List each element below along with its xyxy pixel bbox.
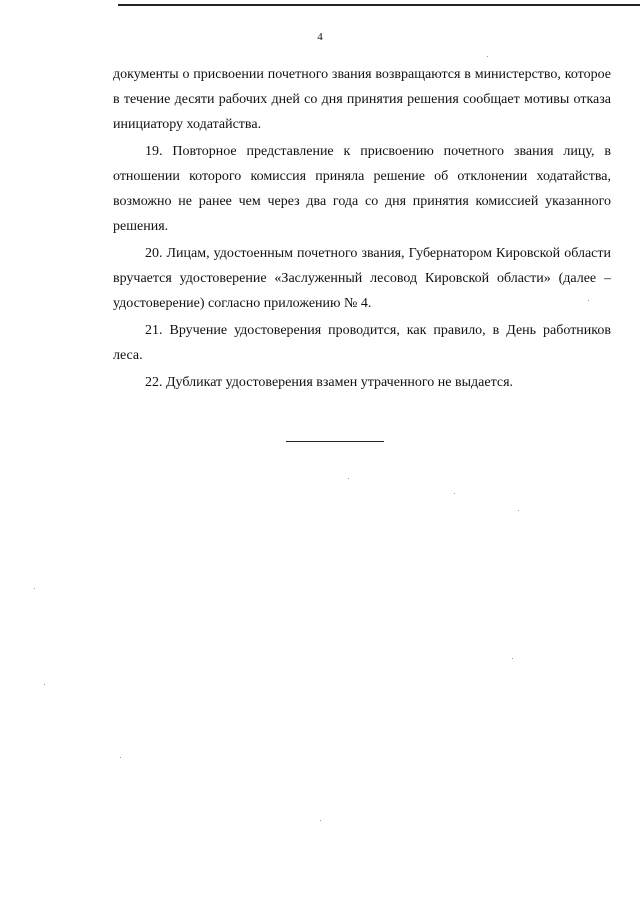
scan-speck (34, 588, 35, 589)
document-body (113, 62, 611, 397)
scan-speck (512, 658, 513, 659)
closing-separator-line (286, 441, 384, 442)
scan-top-edge (118, 4, 640, 6)
paragraph-item-21: 21. Вручение удостоверения проводится, как правило, в День работников леса. (113, 323, 611, 363)
scan-speck (588, 300, 589, 301)
paragraph-item-19: 19. Повторное представление к присвоению почетного звания лицу, в отношении которого комиссия приняла решение об отклонении ходатайства, возможно не ранее чем через два года со дня принятия комиссией указанного решения. (113, 144, 611, 234)
scan-speck (518, 510, 519, 511)
scan-speck (487, 56, 488, 57)
scan-speck (320, 820, 321, 821)
scan-speck (44, 684, 45, 685)
paragraph-continuation: документы о присвоении почетного звания возвращаются в министерство, которое в течение десяти рабочих дней со дня принятия решения сообщает мотивы отказа инициатору ходатайства. (113, 67, 611, 132)
scan-speck (120, 757, 121, 758)
page-number: 4 (317, 31, 323, 43)
paragraph-item-22: 22. Дубликат удостоверения взамен утраченного не выдается. (145, 375, 514, 390)
scan-speck (348, 478, 349, 479)
scan-speck (454, 493, 455, 494)
paragraph-item-20: 20. Лицам, удостоенным почетного звания, Губернатором Кировской области вручается удостоверение «Заслуженный лесовод Кировской области» (далее – удостоверение) согласно приложению № 4. (113, 246, 611, 311)
